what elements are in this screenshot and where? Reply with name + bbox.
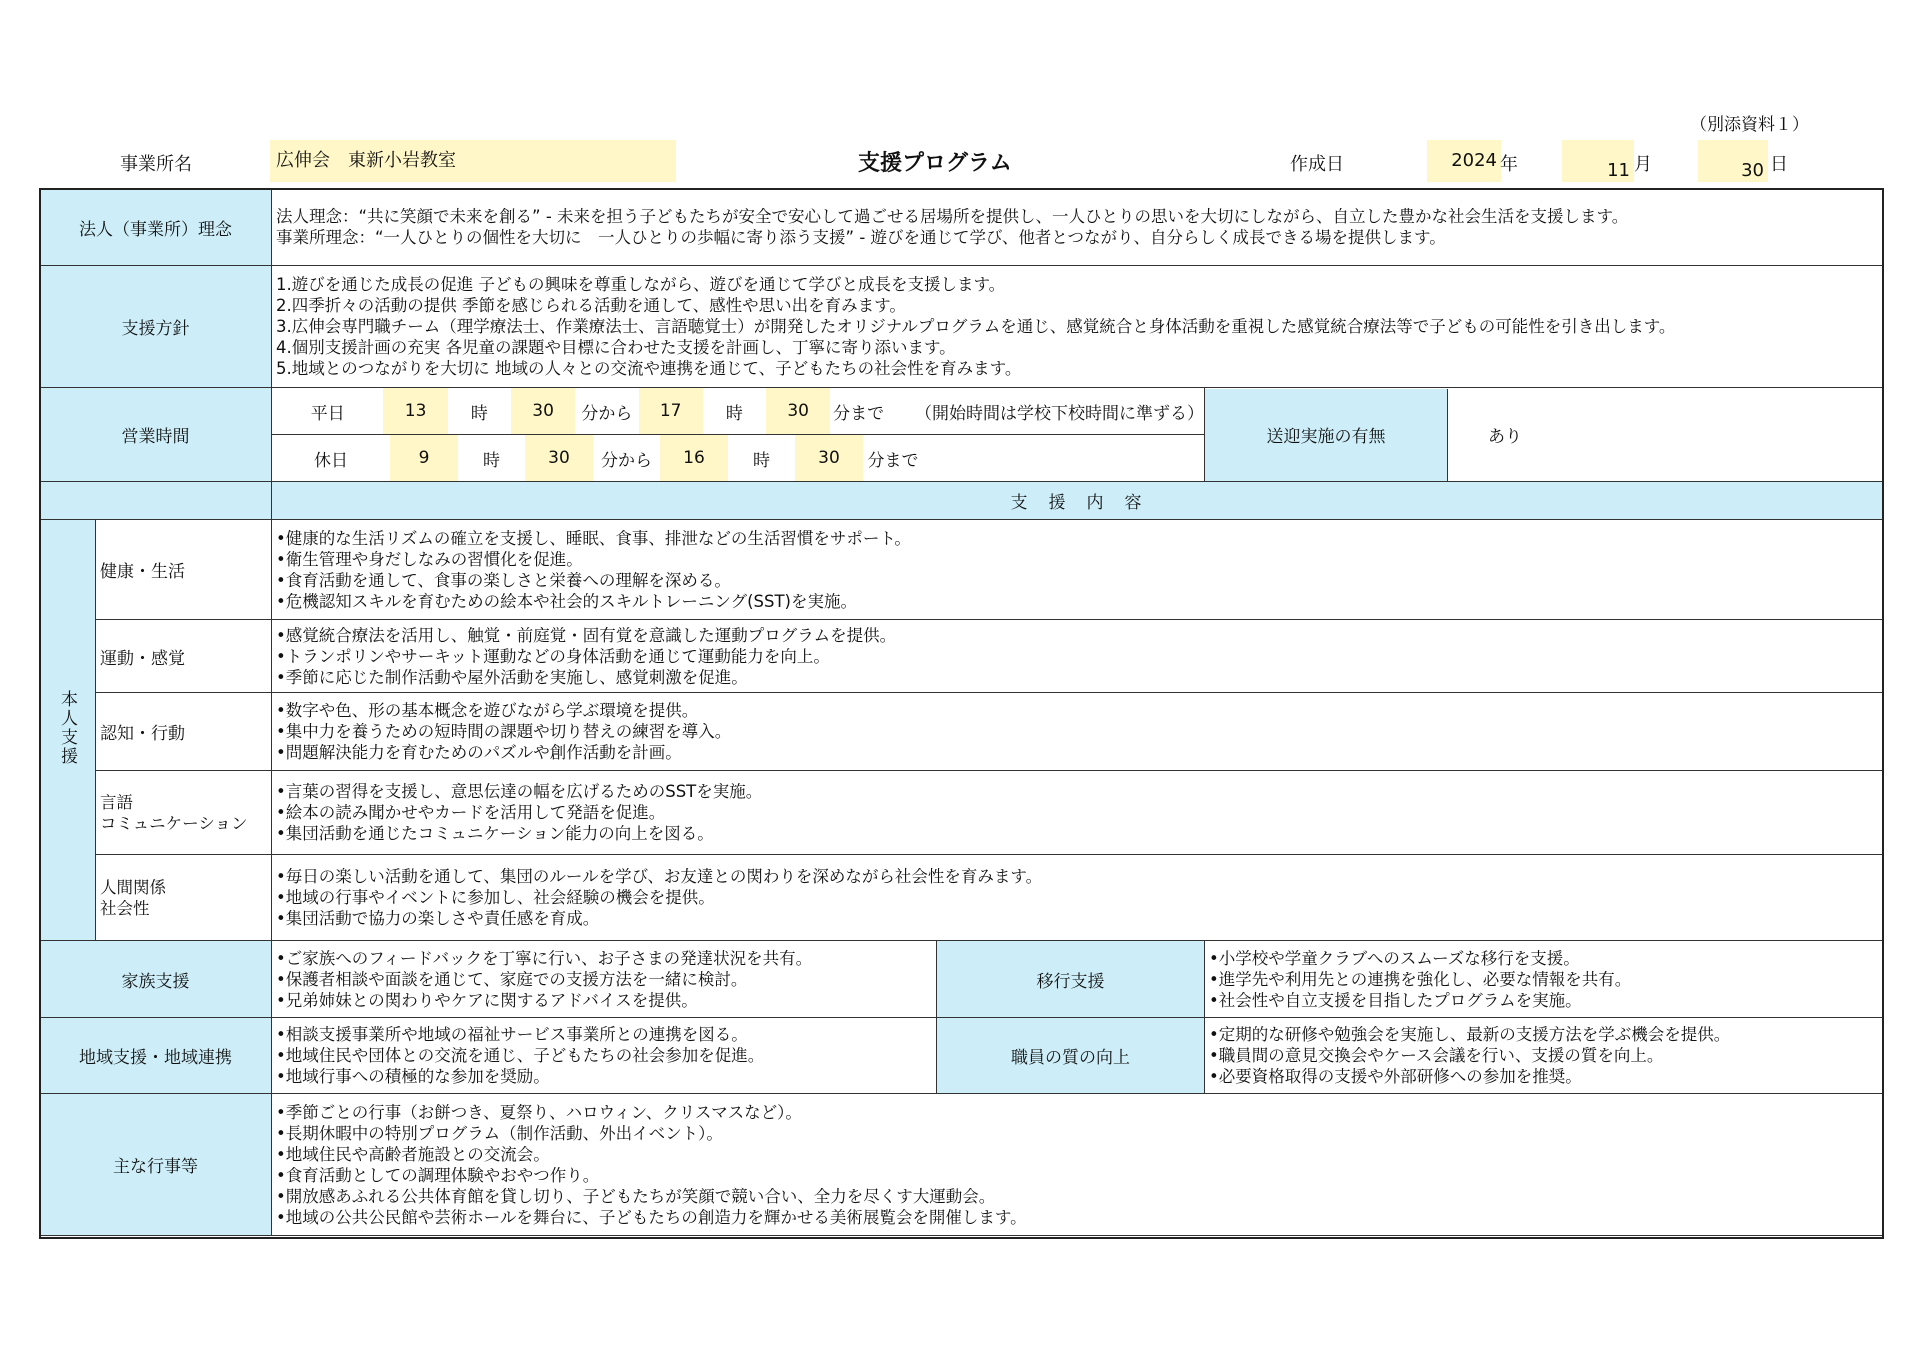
transport-value: あり [1488, 427, 1522, 447]
holiday-start-minute: 30 [525, 435, 593, 481]
hours-weekday [272, 388, 1204, 435]
date-month-unit: 月 [1634, 154, 1652, 175]
personal-row-label: 認知・行動 [96, 693, 272, 771]
personal-support-label-text: 本人支援 [57, 689, 77, 766]
date-month-value: 11 [1607, 160, 1630, 181]
holiday-label: 休日 [314, 450, 348, 471]
holiday-from-unit: 分から [601, 450, 652, 471]
page-title: 支援プログラム [858, 151, 1012, 176]
hours-cell [272, 388, 1205, 482]
policy-label: 支援方針 [40, 266, 272, 388]
hours-holiday [272, 435, 1204, 481]
support-program-table [39, 188, 1883, 1236]
policy-row [40, 266, 1883, 388]
weekday-hour-unit-1: 時 [470, 403, 488, 424]
weekday-hour-unit-2: 時 [725, 403, 743, 424]
office-name-value [270, 140, 676, 182]
attachment-note: （別添資料１） [1690, 115, 1809, 135]
transport-cell [1205, 388, 1883, 482]
personal-row-health [40, 520, 1883, 620]
date-year-field [1427, 140, 1501, 182]
events-text: •季節ごとの行事（お餅つき、夏祭り、ハロウィン、クリスマスなど）。 •長期休暇中の特別プログラム（制作活動、外出イベント）。 •地域住民や高齢者施設との交流会。 •食育活動としての調理体験やおやつ作り。 •開放感あふれる公共体育館を貸し切り、子どもたちが笑顔で競い合い、全力を尽くす大運動会。 •地域の公共公民館や芸術ホールを舞台に、子どもたちの創造力を輝かせる美術展覧会を開催します。 [272, 1094, 1883, 1236]
holiday-end-hour: 16 [660, 435, 728, 481]
community-support-text: •相談支援事業所や地域の福祉サービス事業所との連携を図る。 •地域住民や団体との交流を通じ、子どもたちの社会参加を促進。 •地域行事への積極的な参加を奨励。 [272, 1018, 937, 1094]
holiday-to-unit: 分まで [867, 450, 919, 471]
hours-row [40, 388, 1883, 482]
office-name-label: 事業所名 [120, 154, 192, 175]
weekday-from-unit: 分から [581, 403, 633, 424]
personal-row-text: •数字や色、形の基本概念を遊びながら学ぶ環境を提供。 •集中力を養うための短時間の課題や切り替えの練習を導入。 •問題解決能力を育むためのパズルや創作活動を計画。 [272, 693, 1883, 771]
weekday-label: 平日 [310, 403, 345, 424]
personal-row-motor [40, 620, 1883, 693]
personal-row-text: •言葉の習得を支援し、意思伝達の幅を広げるためのSSTを実施。 •絵本の読み聞かせやカードを活用して発語を促進。 •集団活動を通じたコミュニケーション能力の向上を図る。 [272, 771, 1883, 855]
philosophy-label: 法人（事業所）理念 [40, 189, 272, 266]
family-support-label: 家族支援 [40, 941, 272, 1018]
personal-row-text: •感覚統合療法を活用し、触覚・前庭覚・固有覚を意識した運動プログラムを提供。 •トランポリンやサーキット運動などの身体活動を通じて運動能力を向上。 •季節に応じた制作活動や屋外活動を実施し、感覚刺激を促進。 [272, 620, 1883, 693]
personal-row-label: 運動・感覚 [96, 620, 272, 693]
date-month-field [1562, 140, 1634, 182]
personal-row-social [40, 855, 1883, 941]
philosophy-row [40, 189, 1883, 266]
office-name-text: 広伸会 東新小岩教室 [276, 150, 456, 171]
transition-support-label: 移行支援 [937, 941, 1205, 1018]
policy-text: 1.遊びを通じた成長の促進 子どもの興味を尊重しながら、遊びを通じて学びと成長を支援します。 2.四季折々の活動の提供 季節を感じられる活動を通して、感性や思い出を育みます。 3.広伸会専門職チーム（理学療法士、作業療法士、言語聴覚士）が開発したオリジナルプログラムを通じ、感覚統合と身体活動を重視した感覚統合療法等で子どもの可能性を引き出します。 4.個別支援計画の充実 各児童の課題や目標に合わせた支援を計画し、丁寧に寄り添います。 5.地域とのつながりを大切に 地域の人々との交流や連携を通じて、子どもたちの社会性を育みます。 [272, 266, 1883, 388]
personal-support-label [40, 520, 96, 941]
holiday-hour-unit-2: 時 [753, 450, 770, 471]
family-support-text: •ご家族へのフィードバックを丁寧に行い、お子さまの発達状況を共有。 •保護者相談や面談を通じて、家庭での支援方法を一緒に検討。 •兄弟姉妹との関わりやケアに関するアドバイスを提供。 [272, 941, 937, 1018]
weekday-end-minute: 30 [766, 388, 830, 434]
holiday-hour-unit-1: 時 [483, 450, 500, 471]
weekday-note: （開始時間は学校下校時間に準ずる） [914, 403, 1204, 424]
date-label: 作成日 [1290, 154, 1344, 175]
staff-quality-label: 職員の質の向上 [937, 1018, 1205, 1094]
date-year-value: 2024 [1451, 150, 1497, 171]
weekday-to-unit: 分まで [833, 403, 885, 424]
events-row [40, 1094, 1883, 1236]
personal-row-label: 言語 コミュニケーション [96, 771, 272, 855]
personal-row-text: •健康的な生活リズムの確立を支援し、睡眠、食事、排泄などの生活習慣をサポート。 •衛生管理や身だしなみの習慣化を促進。 •食育活動を通して、食事の楽しさと栄養への理解を深める。 •危機認知スキルを育むための絵本や社会的スキルトレーニング(SST)を実施。 [272, 520, 1883, 620]
support-header-row [40, 482, 1883, 520]
weekday-start-minute: 30 [511, 388, 575, 434]
weekday-end-hour: 17 [639, 388, 703, 434]
date-day-unit: 日 [1770, 154, 1788, 175]
holiday-end-minute: 30 [795, 435, 863, 481]
transport-label: 送迎実施の有無 [1205, 389, 1448, 481]
personal-row-language [40, 771, 1883, 855]
family-transition-row [40, 941, 1883, 1018]
personal-row-label: 人間関係 社会性 [96, 855, 272, 941]
personal-row-text: •毎日の楽しい活動を通して、集団のルールを学び、お友達との関わりを深めながら社会性を育みます。 •地域の行事やイベントに参加し、社会経験の機会を提供。 •集団活動で協力の楽しさや責任感を育成。 [272, 855, 1883, 941]
date-day-value: 30 [1741, 160, 1764, 181]
hours-label: 営業時間 [40, 388, 272, 482]
events-label: 主な行事等 [40, 1094, 272, 1236]
date-day-field [1698, 140, 1768, 182]
philosophy-text: 法人理念：“共に笑顔で未来を創る” - 未来を担う子どもたちが安全で安心して過ごせる居場所を提供し、一人ひとりの思いを大切にしながら、自立した豊かな社会生活を支援します。 事業所理念：“一人ひとりの個性を大切に 一人ひとりの歩幅に寄り添う支援” - 遊びを通じて学び、他者とつながり、自分らしく成長できる場を提供します。 [272, 189, 1883, 266]
date-year-unit: 年 [1500, 154, 1518, 175]
transition-support-text: •小学校や学童クラブへのスムーズな移行を支援。 •進学先や利用先との連携を強化し、必要な情報を共有。 •社会性や自立支援を目指したプログラムを実施。 [1205, 941, 1883, 1018]
support-header-spacer [40, 482, 272, 520]
personal-row-cognition [40, 693, 1883, 771]
weekday-start-hour: 13 [383, 388, 447, 434]
holiday-start-hour: 9 [390, 435, 458, 481]
personal-row-label: 健康・生活 [96, 520, 272, 620]
staff-quality-text: •定期的な研修や勉強会を実施し、最新の支援方法を学ぶ機会を提供。 •職員間の意見交換会やケース会議を行い、支援の質を向上。 •必要資格取得の支援や外部研修への参加を推奨。 [1205, 1018, 1883, 1094]
community-staff-row [40, 1018, 1883, 1094]
support-header: 支 援 内 容 [272, 482, 1883, 520]
community-support-label: 地域支援・地域連携 [40, 1018, 272, 1094]
